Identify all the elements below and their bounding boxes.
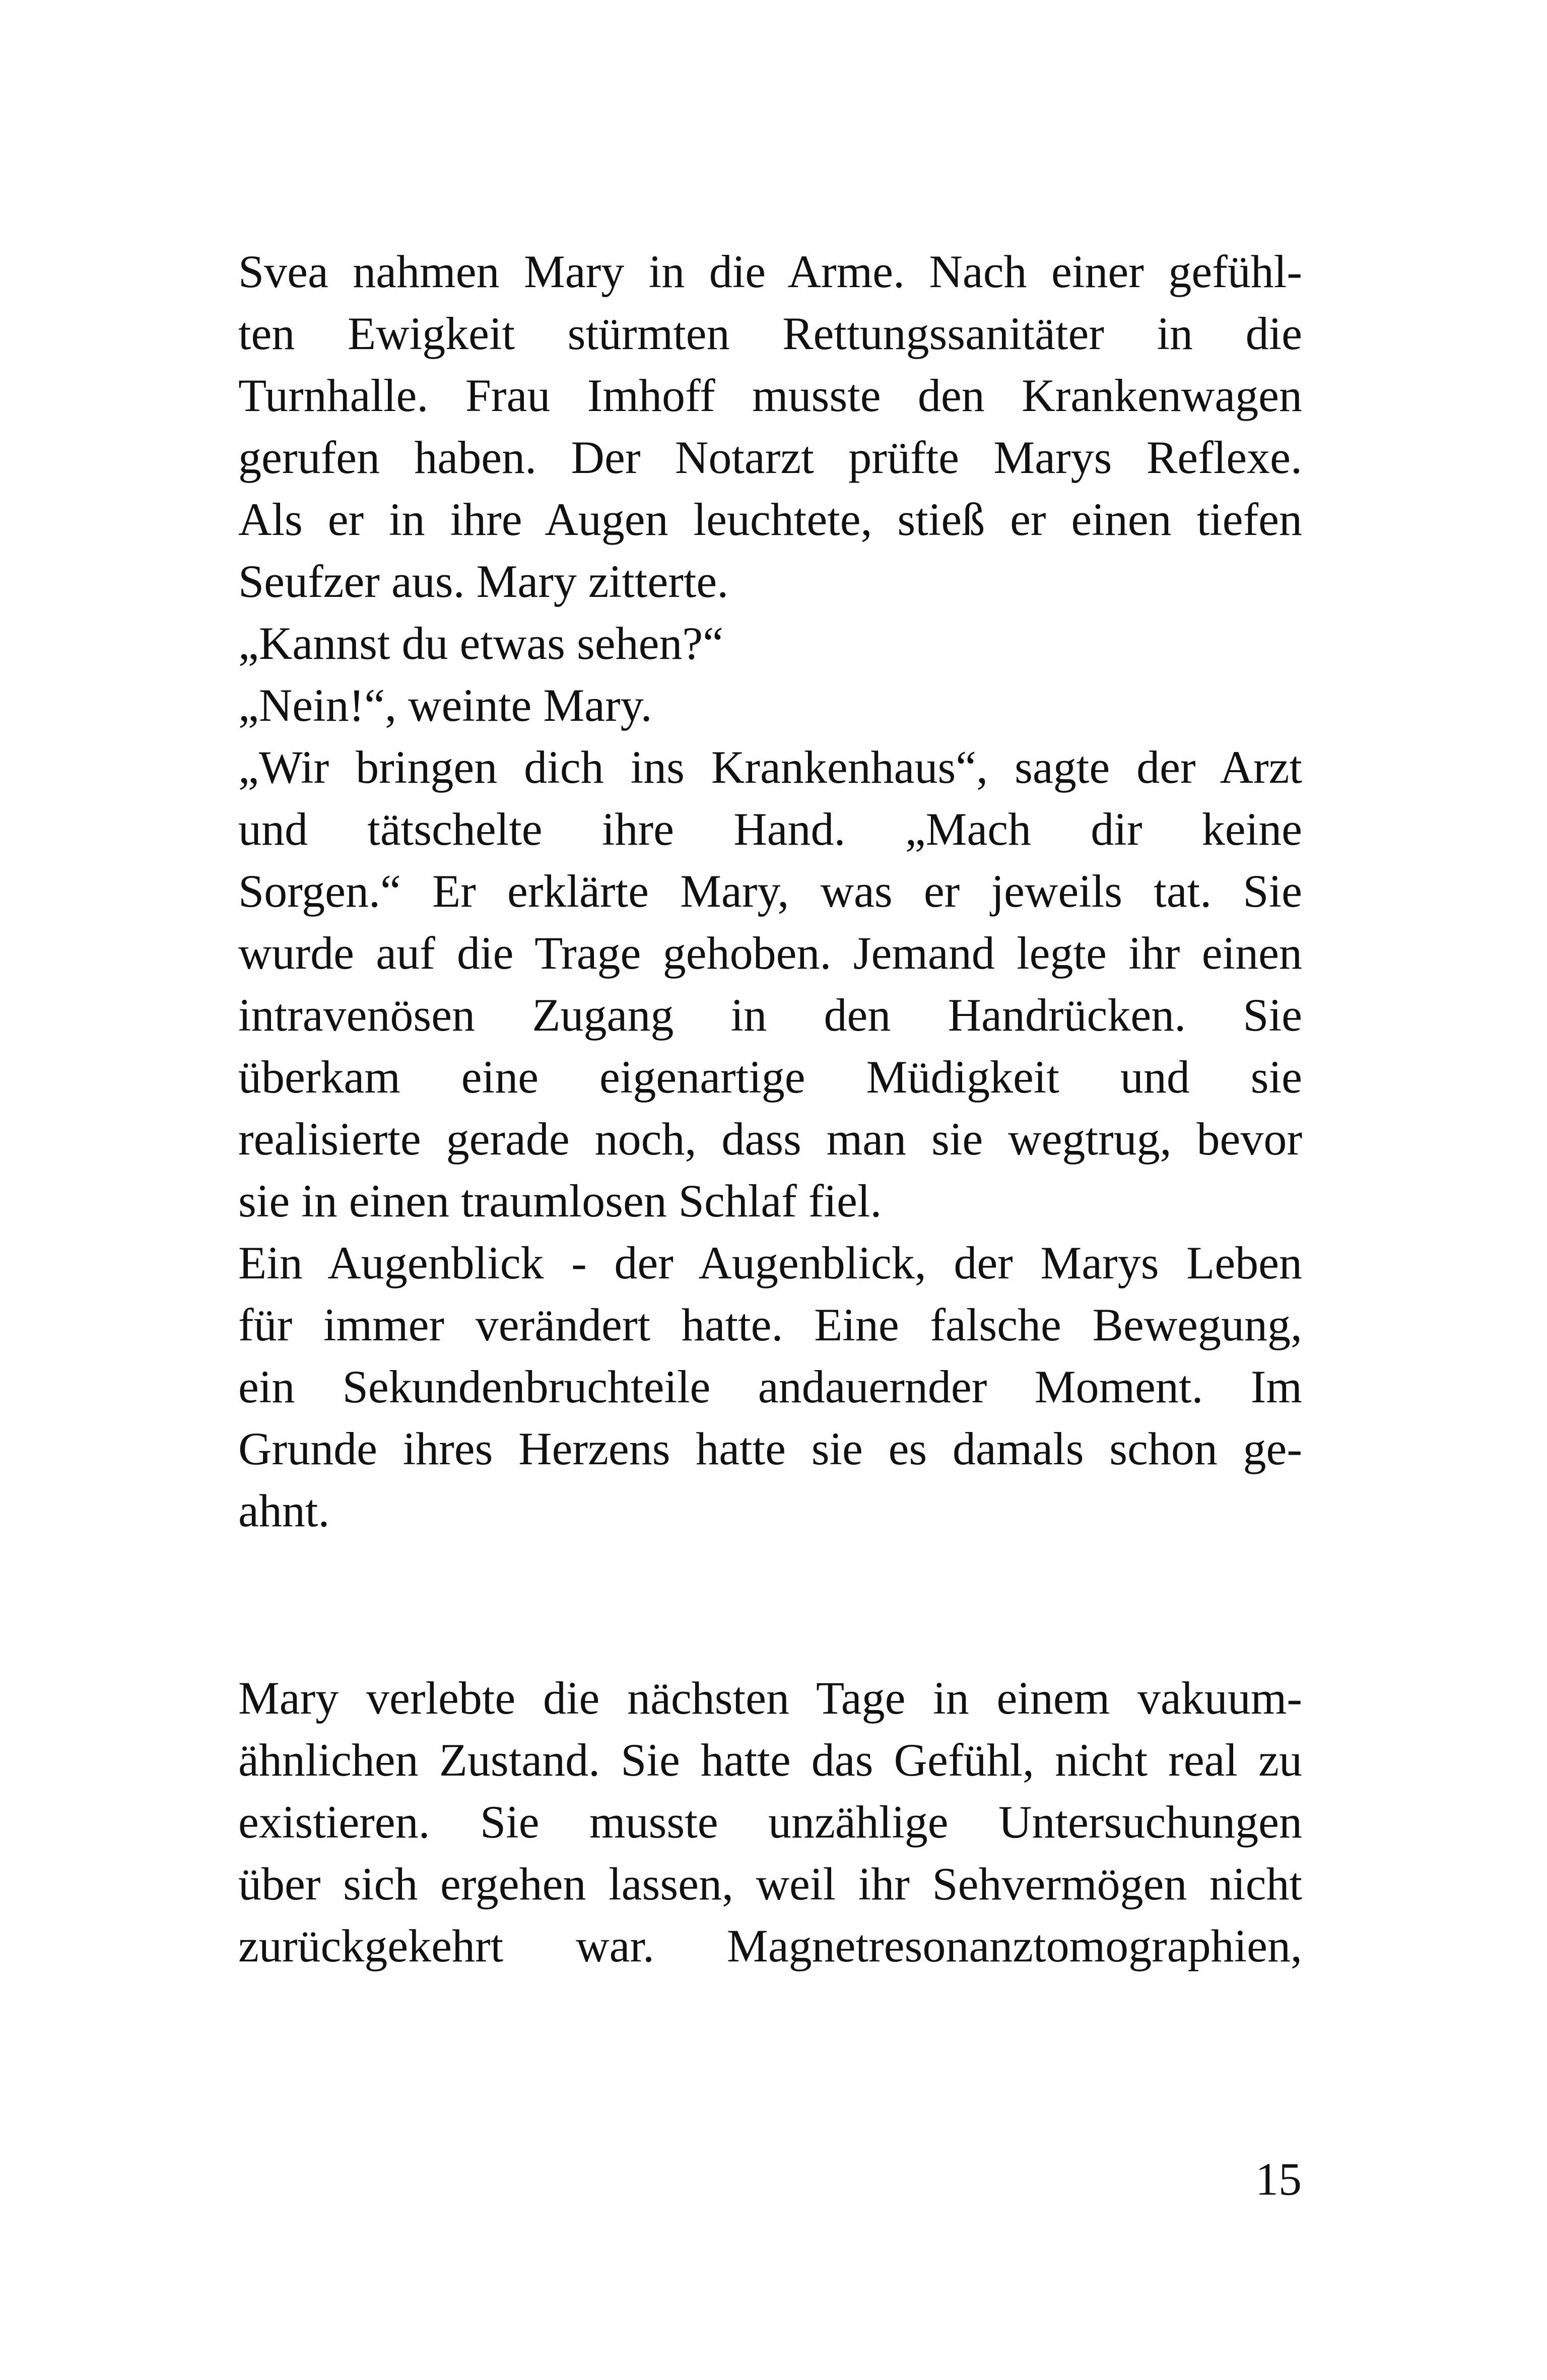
text-line: über sich ergehen lassen, weil ihr Sehvermögen nicht — [238, 1858, 1302, 1910]
text-line: realisierte gerade noch, dass man sie wegtrug, bevor — [238, 1113, 1302, 1165]
text-line: „Wir bringen dich ins Krankenhaus“, sagte der Arzt — [238, 741, 1302, 793]
text-line: Ein Augenblick - der Augenblick, der Marys Leben — [238, 1237, 1302, 1288]
text-line: ahnt. — [238, 1485, 330, 1536]
text-line: Turnhalle. Frau Imhoff musste den Krankenwagen — [238, 370, 1302, 421]
text-line: sie in einen traumlosen Schlaf fiel. — [238, 1175, 882, 1227]
text-line: existieren. Sie musste unzählige Untersuchungen — [238, 1796, 1302, 1848]
text-line: Grunde ihres Herzens hatte sie es damals schon ge- — [238, 1423, 1302, 1474]
text-line: intravenösen Zugang in den Handrücken. Sie — [238, 989, 1302, 1041]
text-line: „Kannst du etwas sehen?“ — [238, 618, 724, 669]
text-line: überkam eine eigenartige Müdigkeit und sie — [238, 1051, 1302, 1103]
text-line: Seufzer aus. Mary zitterte. — [238, 556, 729, 607]
text-line: zurückgekehrt war. Magnetresonanztomographien, — [238, 1920, 1302, 1971]
text-line: ein Sekundenbruchteile andauernder Moment. Im — [238, 1361, 1302, 1412]
text-line: ähnlichen Zustand. Sie hatte das Gefühl, nicht real zu — [238, 1734, 1302, 1786]
text-line: Sorgen.“ Er erklärte Mary, was er jeweils tat. Sie — [238, 865, 1302, 917]
text-line: Mary verlebte die nächsten Tage in einem vakuum- — [238, 1672, 1302, 1724]
text-line: wurde auf die Trage gehoben. Jemand legte ihr einen — [238, 927, 1302, 979]
text-line: ten Ewigkeit stürmten Rettungssanitäter in die — [238, 308, 1302, 359]
paragraph-block-1 — [238, 241, 1302, 1542]
text-line: „Nein!“, weinte Mary. — [238, 679, 652, 731]
page-number: 15 — [1255, 2153, 1302, 2205]
text-line: Als er in ihre Augen leuchtete, stieß er einen tiefen — [238, 494, 1302, 545]
text-line: für immer verändert hatte. Eine falsche Bewegung, — [238, 1299, 1302, 1350]
paragraph-block-2 — [238, 1667, 1302, 1977]
text-line: gerufen haben. Der Notarzt prüfte Marys Reflexe. — [238, 432, 1302, 483]
text-line: Svea nahmen Mary in die Arme. Nach einer gefühl- — [238, 246, 1302, 297]
text-line: und tätschelte ihre Hand. „Mach dir keine — [238, 803, 1302, 855]
